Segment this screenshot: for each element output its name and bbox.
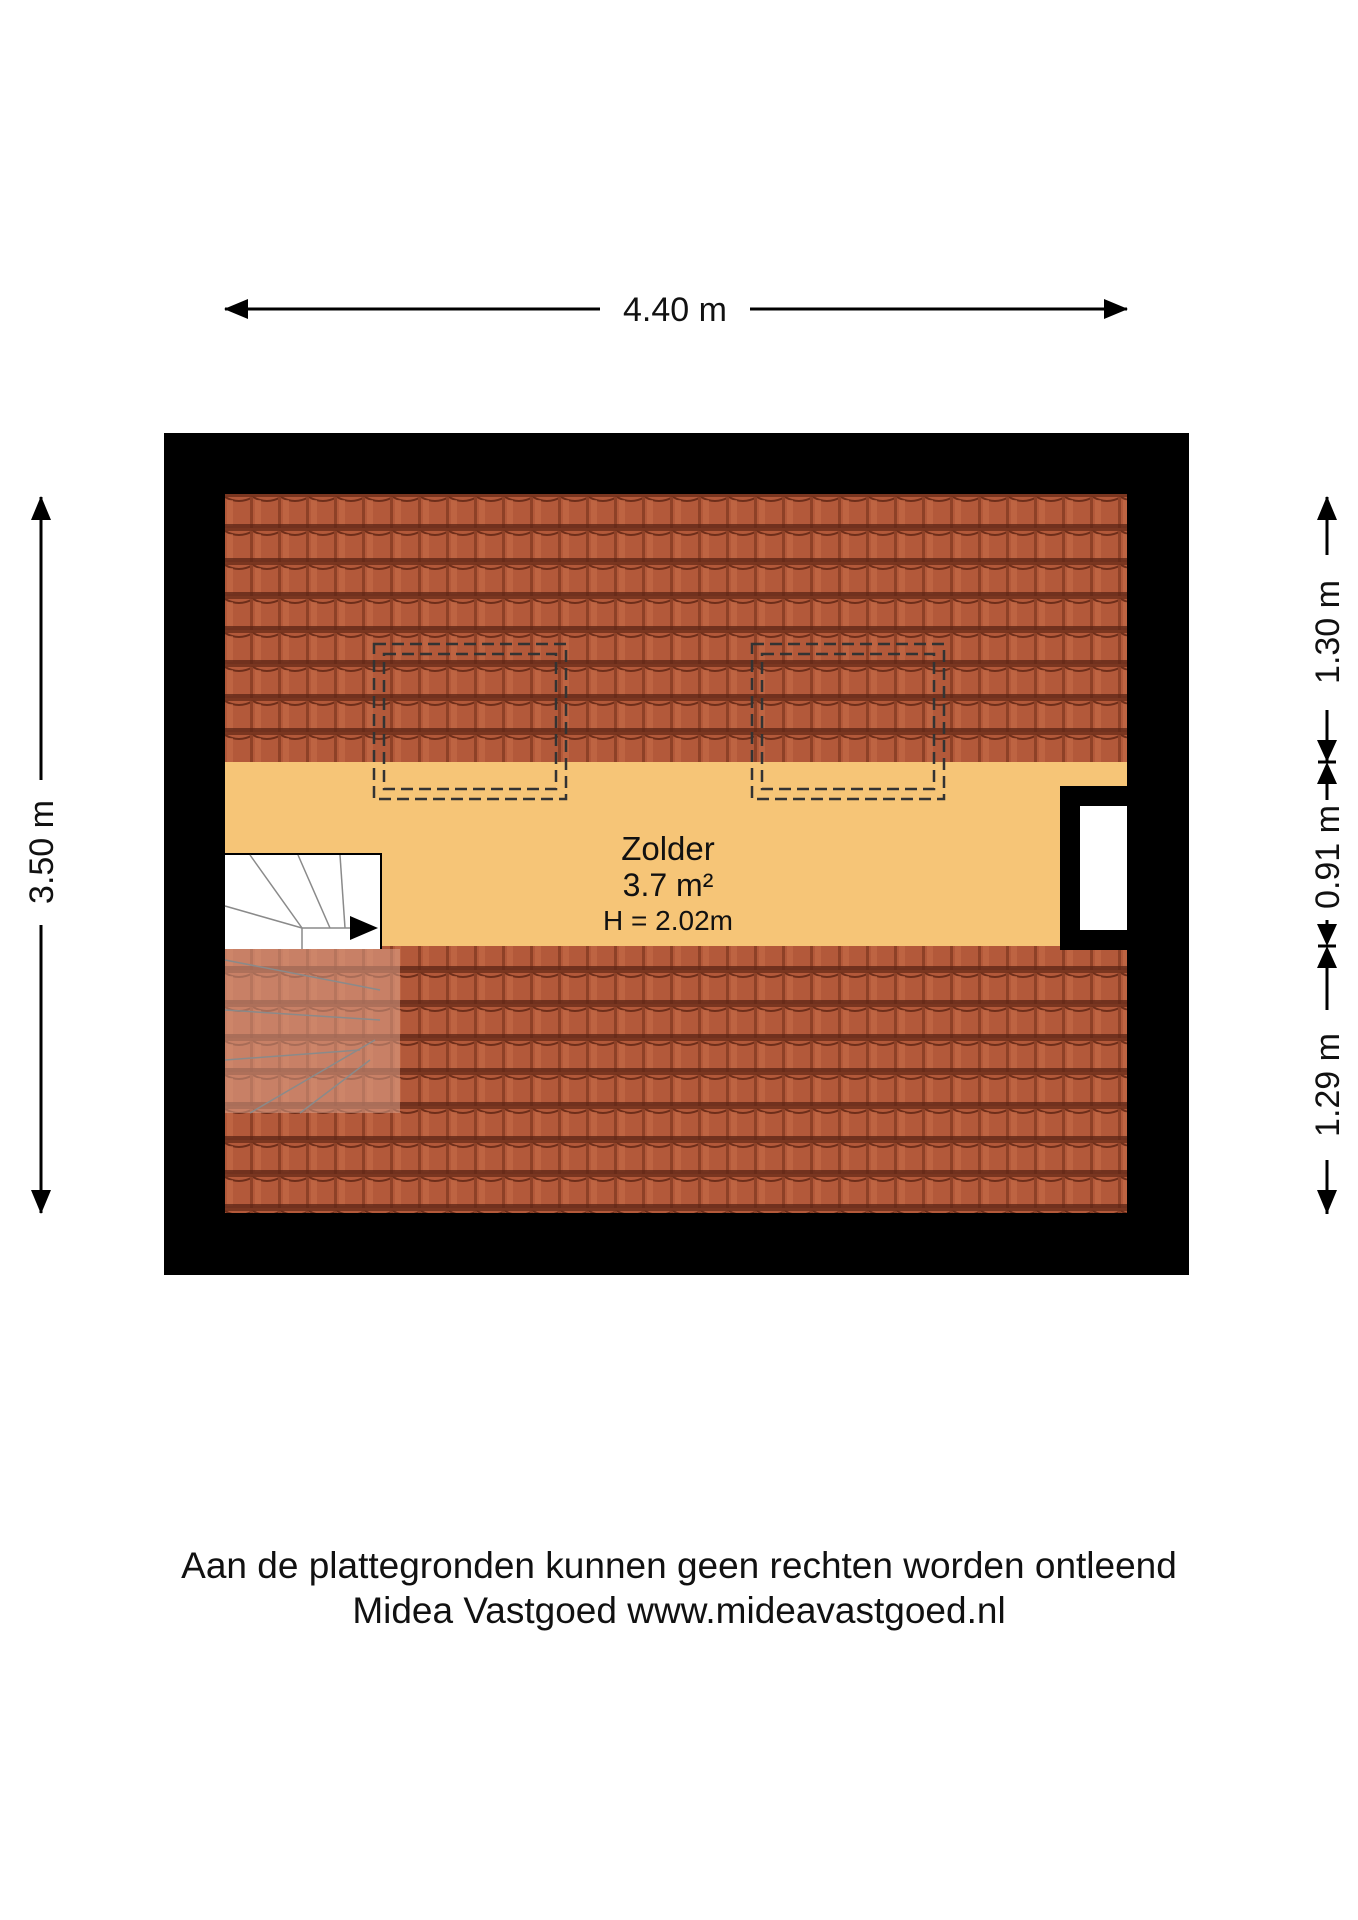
disclaimer-line-1: Aan de plattegronden kunnen geen rechten worden ontleend bbox=[181, 1545, 1177, 1586]
width-label: 4.40 m bbox=[623, 291, 727, 329]
dimension-arrow-icon bbox=[31, 1190, 51, 1214]
segment-1-label: 1.30 m bbox=[1309, 580, 1347, 684]
window-icon bbox=[1080, 806, 1127, 930]
room-name: Zolder bbox=[621, 830, 715, 867]
staircase bbox=[225, 853, 400, 1113]
room-height: H = 2.02m bbox=[603, 905, 733, 936]
roof-upper bbox=[225, 494, 1127, 762]
segment-3-label: 1.29 m bbox=[1309, 1033, 1347, 1137]
segment-2-label: 0.91 m bbox=[1309, 805, 1347, 909]
dimension-arrow-icon bbox=[1317, 762, 1337, 784]
dimension-arrow-icon bbox=[1317, 1190, 1337, 1214]
right-dimension bbox=[1309, 496, 1347, 1214]
dimension-arrow-icon bbox=[1104, 299, 1128, 319]
dimension-arrow-icon bbox=[224, 299, 248, 319]
room-area: 3.7 m² bbox=[622, 867, 714, 903]
dimension-arrow-icon bbox=[1317, 496, 1337, 520]
dimension-arrow-icon bbox=[31, 496, 51, 520]
disclaimer-line-2: Midea Vastgoed www.mideavastgoed.nl bbox=[352, 1590, 1006, 1631]
top-dimension bbox=[224, 291, 1128, 329]
dimension-arrow-icon bbox=[1317, 924, 1337, 946]
height-label: 3.50 m bbox=[23, 800, 61, 904]
left-dimension bbox=[23, 496, 61, 1214]
dimension-arrow-icon bbox=[1317, 946, 1337, 968]
dimension-arrow-icon bbox=[1317, 740, 1337, 762]
